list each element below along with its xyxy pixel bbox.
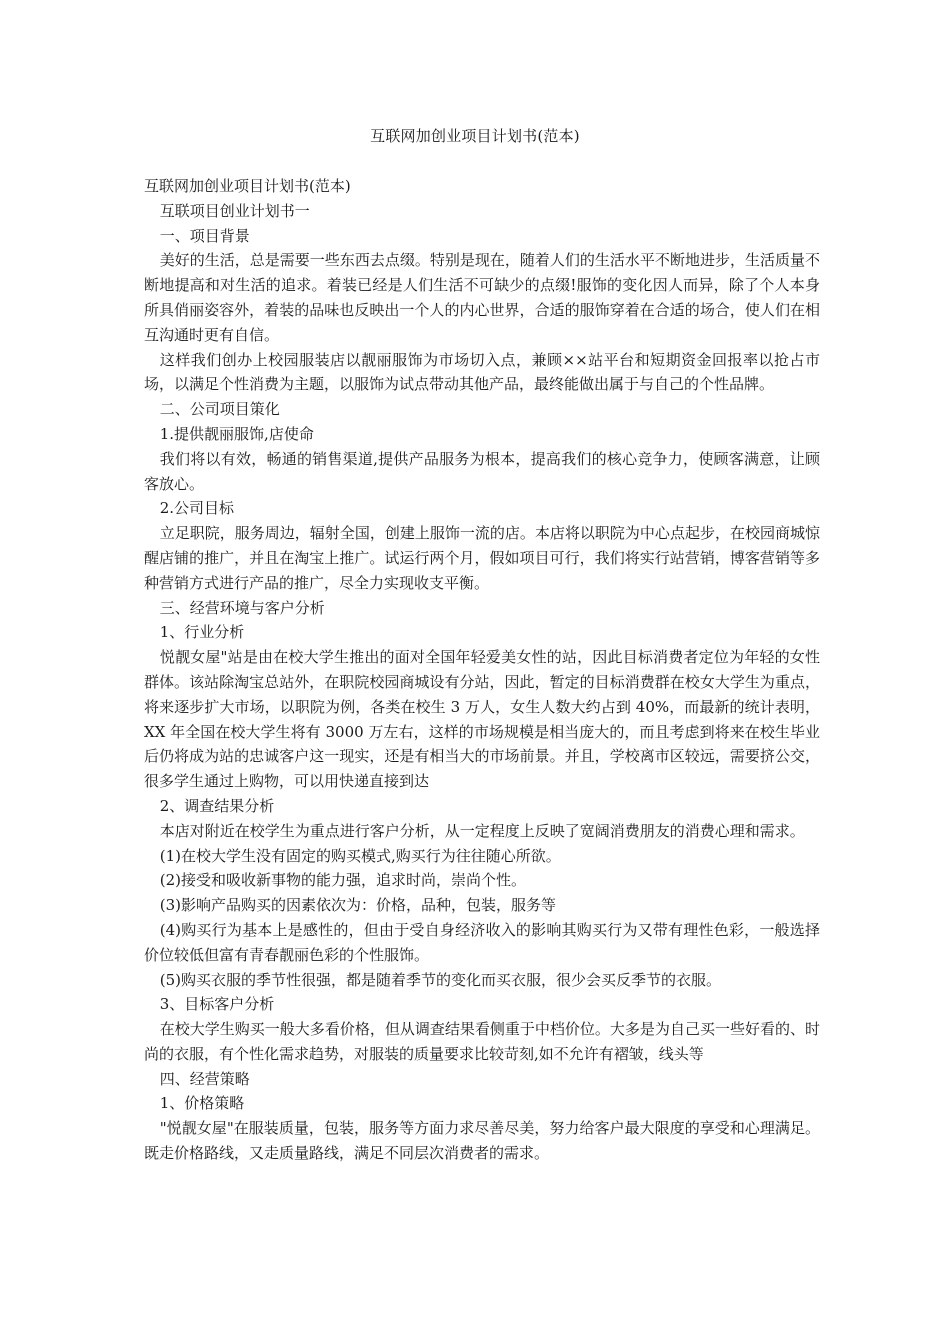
paragraph: 1、价格策略 xyxy=(159,1094,245,1113)
paragraph: 本店对附近在校学生为重点进行客户分析，从一定程度上反映了宽阔消费朋友的消费心理和需求。 xyxy=(159,821,805,840)
paragraph: (1)在校大学生没有固定的购买模式,购买行为往往随心所欲。 xyxy=(159,846,561,865)
paragraph: 互联网加创业项目计划书(范本) xyxy=(144,177,351,195)
paragraph: 2.公司目标 xyxy=(159,499,235,518)
paragraph: 2、调查结果分析 xyxy=(159,796,275,815)
paragraph: 悦靓女屋"站是由在校大学生推出的面对全国年轻爱美女性的站，因此目标消费者定位为年轻的女性群体。该站除淘宝总站外，在职院校园商城设有分站，因此，暂定的目标消费群在校女大学生为重点，将来逐步扩大市场，以职院为例，各类在校生 3 万人，女生人数大约占到 40%，而最新的统计表明，XX 年全国在校大学生将有 3000 万左右，这样的市场规模是相当庞大的，而且考虑到将来在校生毕业后仍将成为站的忠诚客户这一现实，还是有相当大的市场前景。并且，学校离市区较远，需要挤公交，很多学生通过上购物，可以用快递直接到达 xyxy=(144,648,820,791)
paragraph: 在校大学生购买一般大多看价格，但从调查结果看侧重于中档价位。大多是为自己买一些好看的、时尚的衣服，有个性化需求趋势，对服装的质量要求比较苛刻,如不允许有褶皱，线头等 xyxy=(144,1020,820,1063)
paragraph: 1.提供靓丽服饰,店使命 xyxy=(159,424,314,443)
paragraph: (3)影响产品购买的因素依次为：价格，品种，包装，服务等 xyxy=(159,896,557,915)
paragraph: 立足职院，服务周边，辐射全国，创建上服饰一流的店。本店将以职院为中心点起步，在校园商城惊醒店铺的推广，并且在淘宝上推广。试运行两个月，假如项目可行，我们将实行站营销，博客营销等多种营销方式进行产品的推广，尽全力实现收支平衡。 xyxy=(144,524,820,592)
paragraph: 美好的生活，总是需要一些东西去点缀。特别是现在，随着人们的生活水平不断地进步，生活质量不断地提高和对生活的追求。着装已经是人们生活不可缺少的点缀!服饰的变化因人而异，除了个人本身所具俏丽姿容外，着装的品味也反映出一个人的内心世界，合适的服饰穿着在合适的场合，使人们在相互沟通时更有自信。 xyxy=(144,251,820,344)
document-title: 互联网加创业项目计划书(范本) xyxy=(370,127,580,145)
paragraph: 这样我们创办上校园服装店以靓丽服饰为市场切入点，兼顾××站平台和短期资金回报率以抢占市场，以满足个性消费为主题，以服饰为试点带动其他产品，最终能做出属于与自己的个性品牌。 xyxy=(144,350,820,394)
paragraph: 互联项目创业计划书一 xyxy=(159,201,310,220)
paragraph: (5)购买衣服的季节性很强，都是随着季节的变化而买衣服，很少会买反季节的衣服。 xyxy=(159,970,722,989)
paragraph: (2)接受和吸收新事物的能力强，追求时尚，崇尚个性。 xyxy=(159,871,526,890)
paragraph: 一、项目背景 xyxy=(159,226,250,245)
paragraph: 四、经营策略 xyxy=(159,1069,250,1088)
paragraph: 我们将以有效，畅通的销售渠道,提供产品服务为根本，提高我们的核心竞争力，使顾客满意，让顾客放心。 xyxy=(144,449,820,493)
paragraph: "悦靓女屋"在服装质量，包装，服务等方面力求尽善尽美，努力给客户最大限度的享受和心理满足。既走价格路线，又走质量路线，满足不同层次消费者的需求。 xyxy=(144,1119,820,1163)
paragraph: 3、目标客户分析 xyxy=(159,995,275,1014)
document-body xyxy=(144,174,820,1166)
paragraph: 1、行业分析 xyxy=(159,623,245,642)
paragraph: 二、公司项目策化 xyxy=(159,400,280,419)
paragraph: (4)购买行为基本上是感性的，但由于受自身经济收入的影响其购买行为又带有理性色彩，一般选择价位较低但富有青春靓丽色彩的个性服饰。 xyxy=(144,920,820,964)
paragraph: 三、经营环境与客户分析 xyxy=(159,598,325,617)
